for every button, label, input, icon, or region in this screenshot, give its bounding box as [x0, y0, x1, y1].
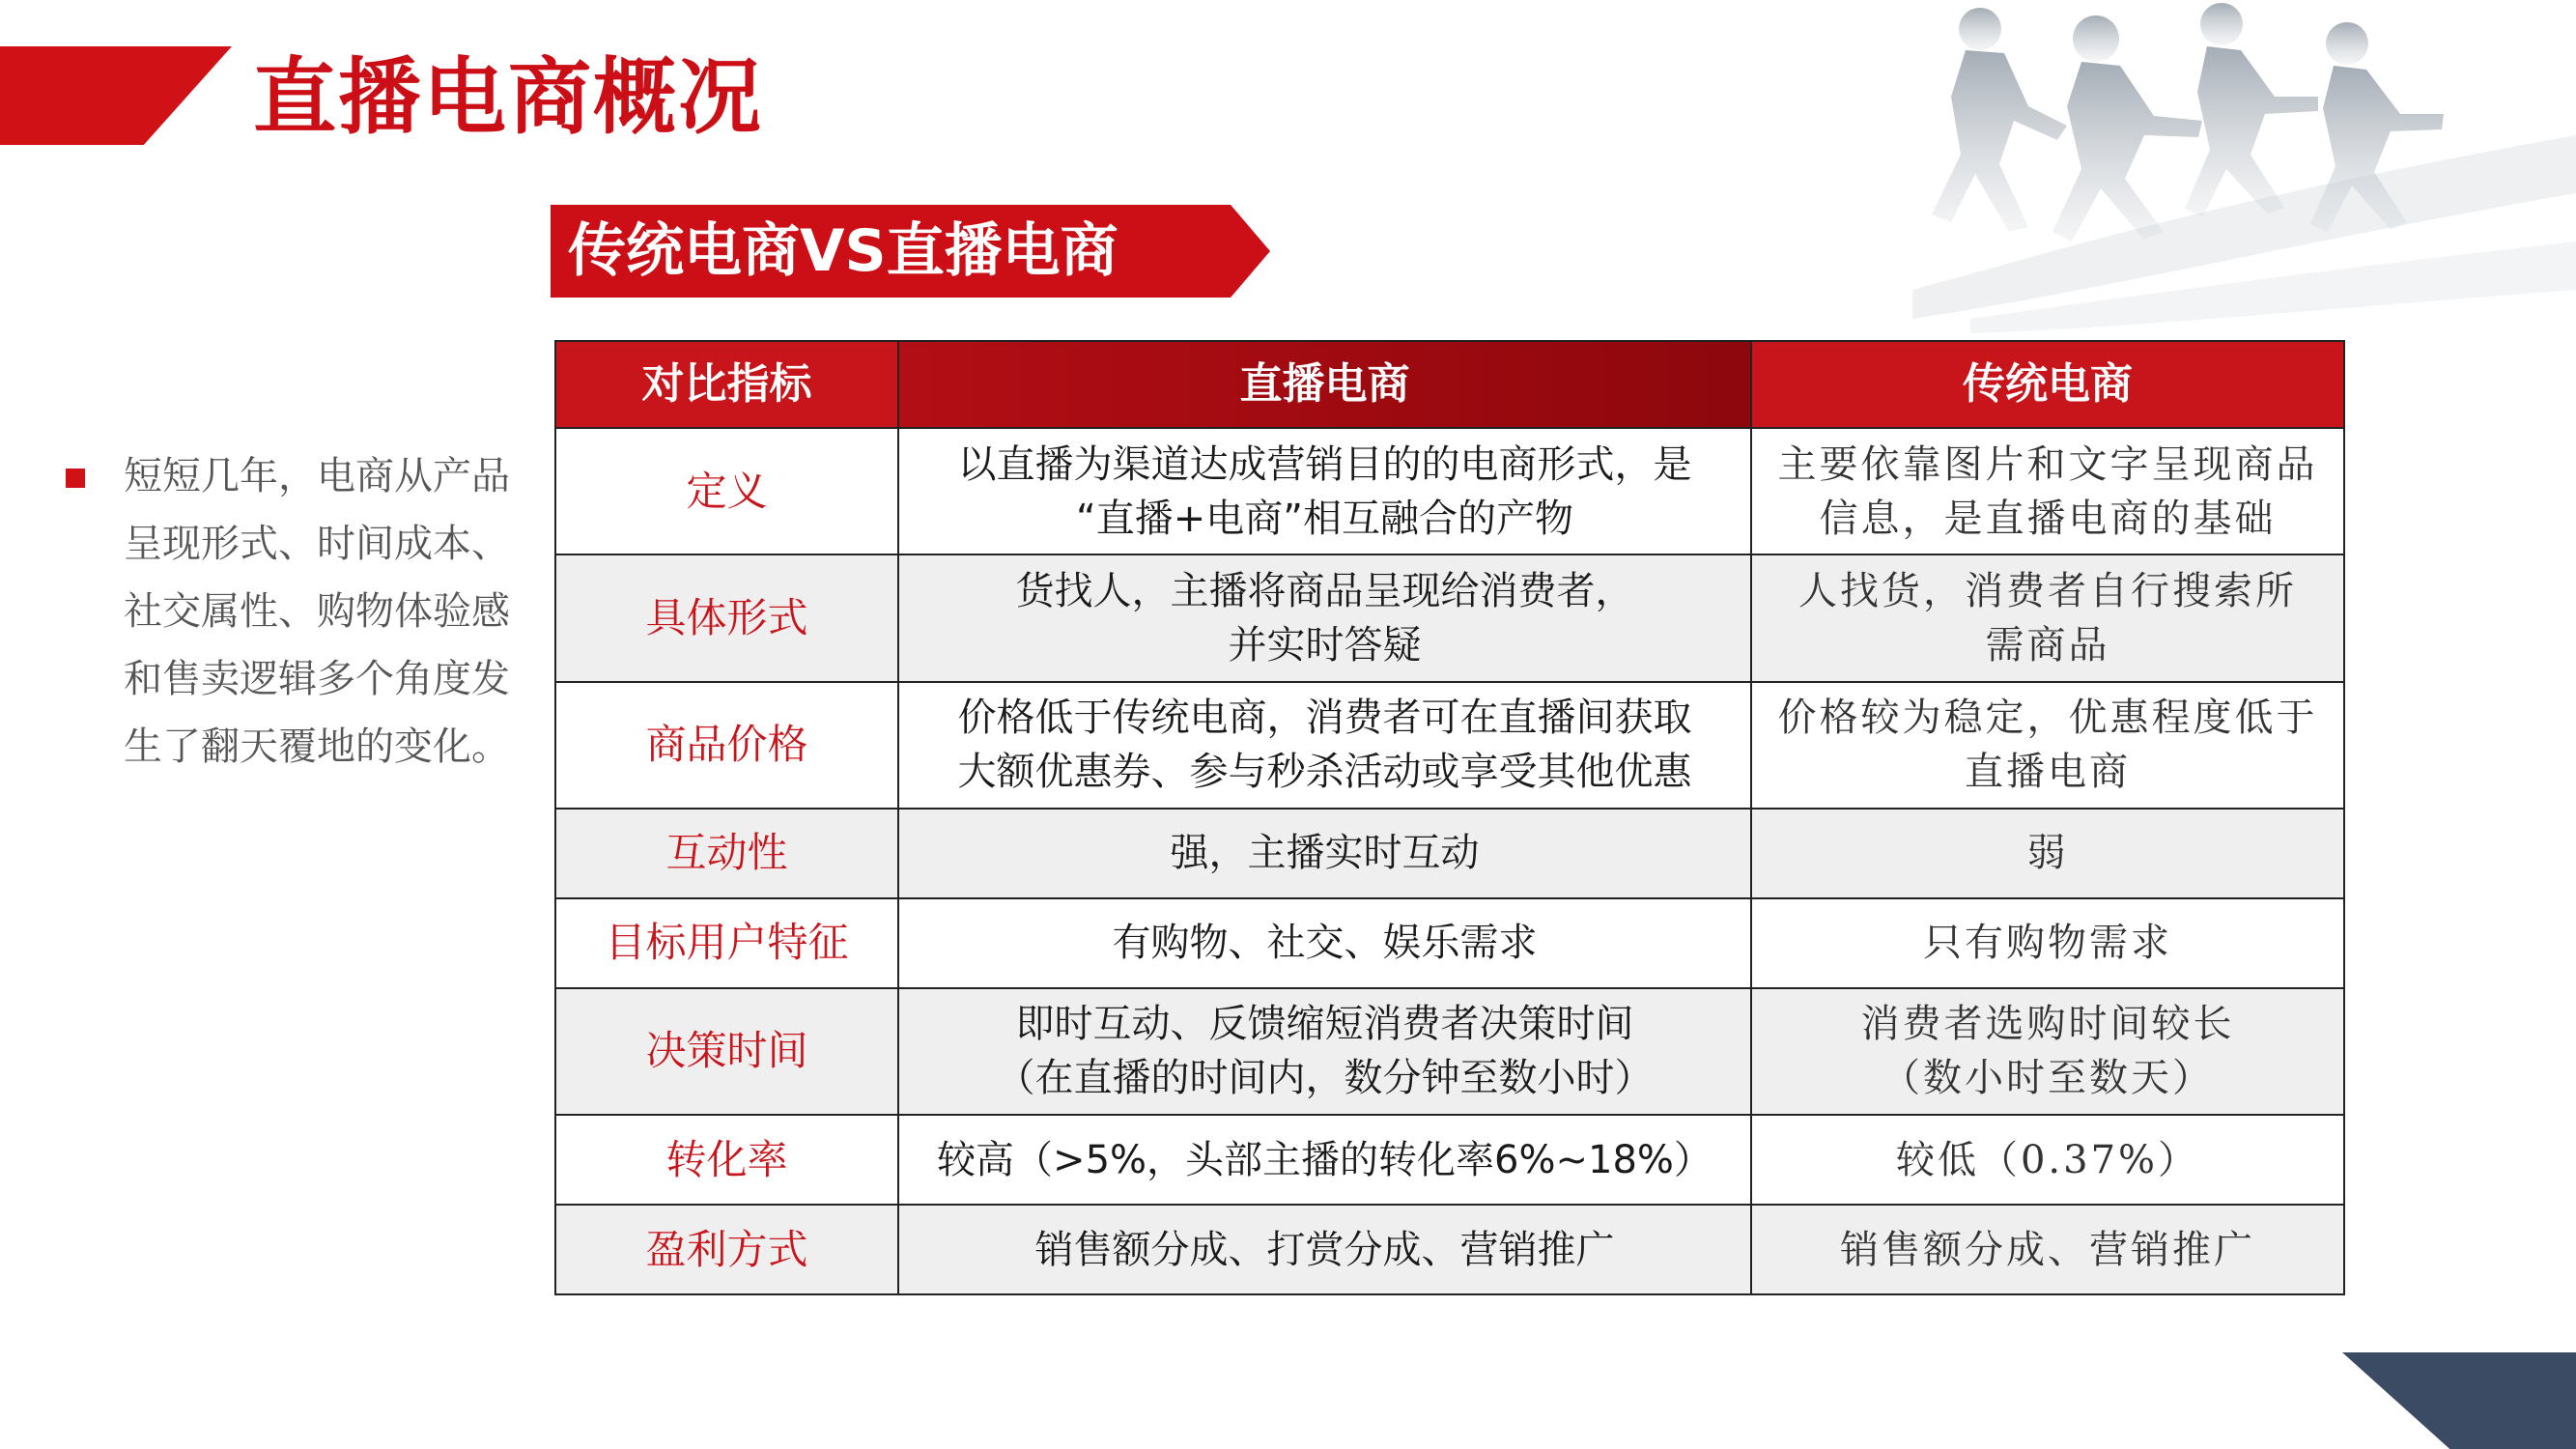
traditional-cell	[1751, 1115, 2344, 1205]
corner-decoration	[2342, 1352, 2576, 1449]
cell-line: 主要依靠图片和文字呈现商品	[1777, 441, 2318, 487]
cell-line: 弱	[2026, 831, 2069, 876]
traditional-cell	[1751, 554, 2344, 681]
traditional-cell	[1751, 1205, 2344, 1294]
live-cell	[898, 554, 1751, 681]
cell-line: 有购物、社交、娱乐需求	[1112, 921, 1538, 966]
table-row	[555, 1205, 2344, 1294]
live-cell	[898, 1115, 1751, 1205]
metric-cell: 商品价格	[555, 682, 898, 809]
live-cell	[898, 809, 1751, 898]
metric-cell: 转化率	[555, 1115, 898, 1205]
runners-decoration	[1912, 0, 2576, 357]
table-row	[555, 682, 2344, 809]
live-cell	[898, 428, 1751, 554]
table-row	[555, 988, 2344, 1115]
metric-cell: 决策时间	[555, 988, 898, 1115]
cell-line: 销售额分成、打赏分成、营销推广	[1034, 1227, 1615, 1272]
metric-cell: 目标用户特征	[555, 898, 898, 988]
table-row	[555, 1115, 2344, 1205]
cell-line: 并实时答疑	[1228, 622, 1422, 668]
live-cell	[898, 898, 1751, 988]
traditional-cell	[1751, 428, 2344, 554]
cell-line: 大额优惠券、参与秒杀活动或享受其他优惠	[957, 750, 1692, 795]
header-metric: 对比指标	[555, 341, 898, 428]
table-row	[555, 428, 2344, 554]
cell-line: （在直播的时间内，数分钟至数小时）	[996, 1056, 1654, 1101]
cell-line: 较高（>5%，头部主播的转化率6%~18%）	[937, 1137, 1713, 1182]
cell-line: 直播电商	[1965, 750, 2131, 795]
cell-line: （数小时至数天）	[1882, 1056, 2214, 1101]
metric-cell: 定义	[555, 428, 898, 554]
cell-line: 强，主播实时互动	[1170, 831, 1480, 876]
traditional-cell	[1751, 682, 2344, 809]
cell-line: 只有购物需求	[1923, 921, 2172, 966]
live-cell	[898, 1205, 1751, 1294]
cell-line: “直播+电商”相互融合的产物	[1076, 496, 1573, 541]
title-accent-bar	[0, 46, 232, 145]
traditional-cell	[1751, 988, 2344, 1115]
header-traditional-ecommerce: 传统电商	[1751, 341, 2344, 428]
metric-cell: 互动性	[555, 809, 898, 898]
cell-line: 以直播为渠道达成营销目的的电商形式，是	[957, 441, 1692, 487]
table-row	[555, 809, 2344, 898]
subtitle: 传统电商VS直播电商	[568, 217, 1118, 285]
cell-line: 人找货，消费者自行搜索所	[1798, 568, 2297, 613]
live-cell	[898, 682, 1751, 809]
cell-line: 需商品	[1985, 622, 2110, 668]
summary-text: 短短几年，电商从产品呈现形式、时间成本、社交属性、购物体验感和售卖逻辑多个角度发生了翻天覆地的变化。	[124, 454, 510, 769]
table-header-row	[555, 341, 2344, 428]
traditional-cell	[1751, 809, 2344, 898]
header-live-ecommerce: 直播电商	[898, 341, 1751, 428]
comparison-table	[554, 340, 2345, 1295]
table-row	[555, 554, 2344, 681]
table-row	[555, 898, 2344, 988]
cell-line: 信息，是直播电商的基础	[1819, 496, 2277, 541]
cell-line: 价格低于传统电商，消费者可在直播间获取	[957, 696, 1692, 741]
cell-line: 销售额分成、营销推广	[1840, 1227, 2255, 1272]
traditional-cell	[1751, 898, 2344, 988]
page-title: 直播电商概况	[253, 49, 763, 146]
cell-line: 消费者选购时间较长	[1860, 1002, 2235, 1047]
cell-line: 价格较为稳定，优惠程度低于	[1777, 696, 2318, 741]
metric-cell: 具体形式	[555, 554, 898, 681]
metric-cell: 盈利方式	[555, 1205, 898, 1294]
bullet-square-icon	[66, 469, 85, 488]
live-cell	[898, 988, 1751, 1115]
cell-line: 即时互动、反馈缩短消费者决策时间	[1015, 1002, 1634, 1047]
cell-line: 货找人，主播将商品呈现给消费者，	[1015, 568, 1634, 613]
cell-line: 较低（0.37%）	[1895, 1137, 2200, 1182]
